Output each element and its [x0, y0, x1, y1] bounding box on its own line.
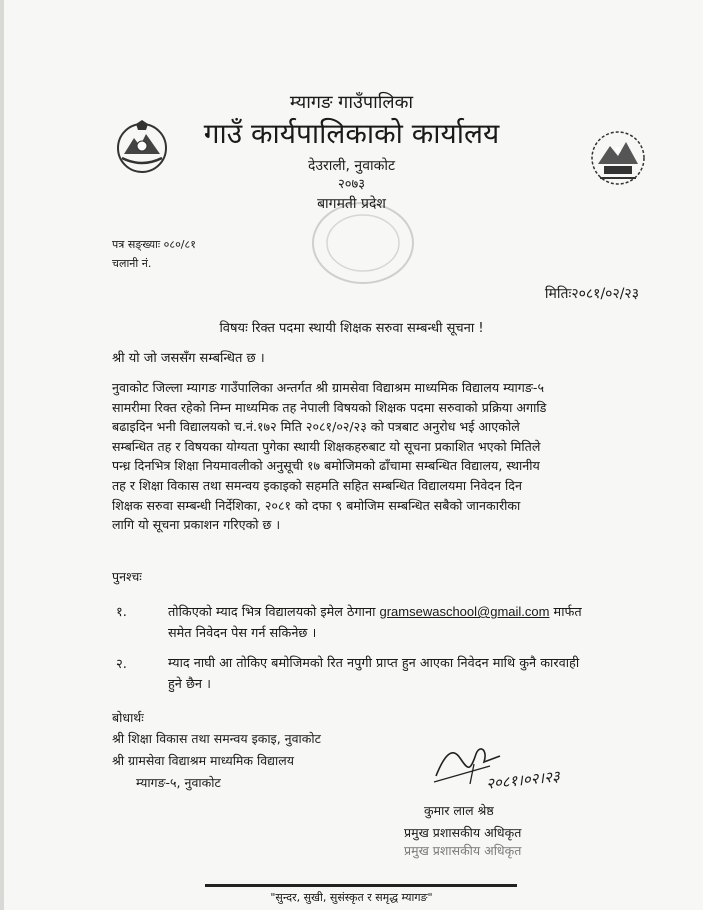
- letter-number: पत्र सङ्ख्याः ०८०/८१: [112, 238, 196, 251]
- postscript-item-line: समेत निवेदन पेस गर्न सकिनेछ ।: [168, 626, 317, 641]
- cc-line: म्यागङ-५, नुवाकोट: [136, 775, 221, 790]
- footer-divider: [205, 884, 517, 887]
- postscript-item-line: म्याद नाघी आ तोकिए बमोजिमको रित नपुगी प्राप्त हुन आएका निवेदन माथि कुनै कारवाही: [168, 656, 580, 671]
- postscript-item-number: १.: [116, 605, 127, 620]
- postscript-item-text: मार्फत: [549, 605, 582, 620]
- body-line: नुवाकोट जिल्ला म्यागङ गाउँपालिका अन्तर्गत श्री ग्रामसेवा विद्याश्रम माध्यमिक विद्यालय म्यागङ-५: [112, 380, 544, 395]
- official-stamp-text: प्रमुख प्रशासकीय अधिकृत: [404, 843, 522, 858]
- handwritten-date: २०८१।०२।२३: [485, 767, 561, 793]
- cc-line: श्री शिक्षा विकास तथा समन्वय इकाइ, नुवाकोट: [112, 731, 321, 746]
- subject-line: विषयः रिक्त पदमा स्थायी शिक्षक सरुवा सम्बन्धी सूचना !: [219, 321, 484, 336]
- body-line: तह र शिक्षा विकास तथा समन्वय इकाइको सहमति सहित सम्बन्धित विद्यालयमा निवेदन दिन: [112, 477, 522, 493]
- salutation: श्री यो जो जससँग सम्बन्धित छ ।: [112, 351, 265, 366]
- signatory-name: कुमार लाल श्रेष्ठ: [424, 803, 494, 818]
- school-email-link[interactable]: gramsewaschool@gmail.com: [379, 604, 550, 619]
- postscript-item-text: तोकिएको म्याद भित्र विद्यालयको इमेल ठेगाना: [168, 605, 380, 620]
- cc-heading: बोधार्थः: [112, 710, 144, 725]
- office-name: गाउँ कार्यपालिकाको कार्यालय: [203, 117, 500, 150]
- notice-body: [112, 378, 640, 535]
- postscript-item: [168, 601, 638, 644]
- postscript-item-line: हुने छैन ।: [168, 677, 211, 692]
- footer-slogan: "सुन्दर, सुखी, सुसंस्कृत र समृद्ध म्यागङ": [270, 891, 433, 904]
- dispatch-number: चलानी नं.: [112, 257, 152, 270]
- signatory-title: प्रमुख प्रशासकीय अधिकृत: [404, 825, 522, 840]
- postscript-item-number: २.: [116, 657, 127, 672]
- office-address: देउराली, नुवाकोट: [307, 158, 396, 174]
- body-line: लागि यो सूचना प्रकाशन गरिएको छ ।: [112, 517, 281, 533]
- municipality-name: म्यागङ गाउँपालिका: [289, 92, 414, 113]
- body-line: बढाइदिन भनी विद्यालयको च.नं.१७२ मिति २०८१/०२/२३ को पत्रबाट अनुरोध भई आएकोले: [112, 419, 520, 435]
- body-line: शिक्षक सरुवा सम्बन्धी निर्देशिका, २०८१ को दफा ९ बमोजिम सम्बन्धित सबैको जानकारीका: [112, 497, 521, 513]
- cc-line: श्री ग्रामसेवा विद्याश्रम माध्यमिक विद्यालय: [112, 753, 295, 768]
- established-year: २०७३: [337, 177, 366, 192]
- postscript-item-line: [168, 601, 638, 623]
- body-line: सम्बन्धित तह र विषयका योग्यता पुगेका स्थायी शिक्षकहरुबाट यो सूचना प्रकाशित भएको मितिले: [112, 438, 541, 454]
- postscript-heading: पुनश्चः: [112, 569, 142, 584]
- body-line: पन्ध्र दिनभित्र शिक्षा नियमावलीको अनुसूची १७ बमोजिमको ढाँचामा सम्बन्धित विद्यालय, स्थानीय: [112, 458, 540, 474]
- postscript-item: [168, 653, 638, 695]
- province-name: बागमती प्रदेश: [317, 196, 386, 212]
- letter-date: मितिः२०८१/०२/२३: [544, 286, 639, 302]
- body-line: सामरीमा रिक्त रहेको निम्न माध्यमिक तह नेपाली विषयको शिक्षक पदमा सरुवाको प्रक्रिया अगाडि: [112, 399, 547, 415]
